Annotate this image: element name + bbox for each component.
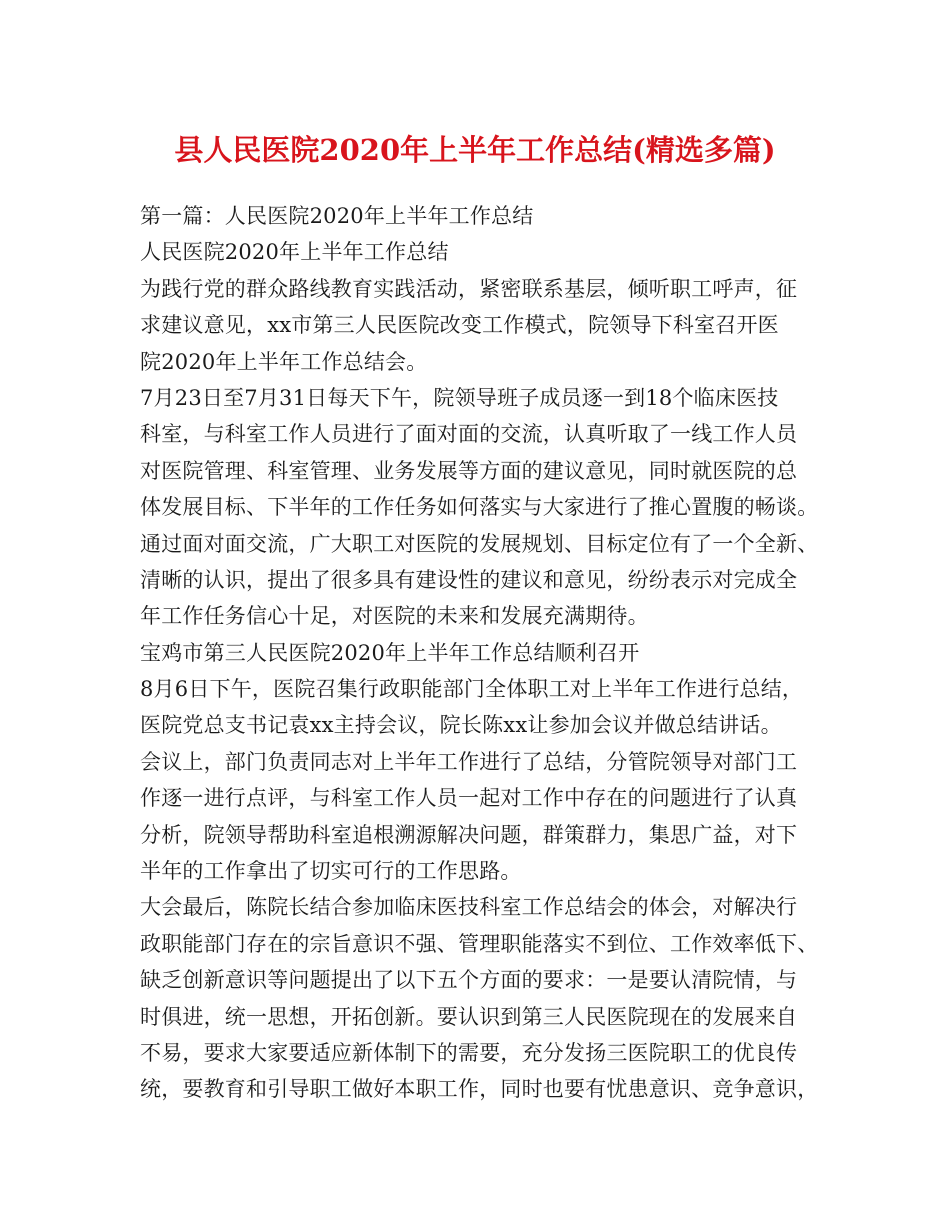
body-line: 政职能部门存在的宗旨意识不强、管理职能落实不到位、工作效率低下、 xyxy=(140,931,819,956)
body-line: 年工作任务信心十足，对医院的未来和发展充满期待。 xyxy=(140,604,649,629)
body-line: 缺乏创新意识等问题提出了以下五个方面的要求：一是要认清院情，与 xyxy=(140,968,798,993)
body-line: 会议上，部门负责同志对上半年工作进行了总结，分管院领导对部门工 xyxy=(140,749,798,774)
body-line: 对医院管理、科室管理、业务发展等方面的建议意见，同时就医院的总 xyxy=(140,458,798,483)
body-line: 医院党总支书记袁xx主持会议，院长陈xx让参加会议并做总结讲话。 xyxy=(140,713,782,738)
body-line: 第一篇：人民医院2020年上半年工作总结 xyxy=(140,204,534,228)
body-line: 作逐一进行点评，与科室工作人员一起对工作中存在的问题进行了认真 xyxy=(140,786,798,811)
body-line: 分析，院领导帮助科室追根溯源解决问题，群策群力，集思广益，对下 xyxy=(140,822,798,847)
document-title: 县人民医院2020年上半年工作总结(精选多篇) xyxy=(174,133,776,167)
body-line: 不易，要求大家要适应新体制下的需要，充分发扬三医院职工的优良传 xyxy=(140,1040,798,1065)
body-line: 人民医院2020年上半年工作总结 xyxy=(140,240,449,265)
body-line: 为践行党的群众路线教育实践活动，紧密联系基层，倾听职工呼声，征 xyxy=(140,276,798,301)
body-line: 宝鸡市第三人民医院2020年上半年工作总结顺利召开 xyxy=(140,640,640,665)
document-body xyxy=(140,198,830,1108)
body-line: 清晰的认识，提出了很多具有建设性的建议和意见，纷纷表示对完成全 xyxy=(140,567,798,592)
body-line: 院2020年上半年工作总结会。 xyxy=(140,349,428,374)
body-line: 通过面对面交流，广大职工对医院的发展规划、目标定位有了一个全新、 xyxy=(140,531,819,556)
body-line: 半年的工作拿出了切实可行的工作思路。 xyxy=(140,859,522,884)
body-line: 统，要教育和引导职工做好本职工作，同时也要有忧患意识、竞争意识， xyxy=(140,1077,819,1102)
body-line: 时俱进，统一思想，开拓创新。要认识到第三人民医院现在的发展来自 xyxy=(140,1004,798,1029)
body-line: 科室，与科室工作人员进行了面对面的交流，认真听取了一线工作人员 xyxy=(140,422,798,447)
body-line: 求建议意见，xx市第三人民医院改变工作模式，院领导下科室召开医 xyxy=(140,313,779,338)
body-line: 体发展目标、下半年的工作任务如何落实与大家进行了推心置腹的畅谈。 xyxy=(140,495,819,520)
body-line: 大会最后，陈院长结合参加临床医技科室工作总结会的体会，对解决行 xyxy=(140,895,798,920)
body-line: 8月6日下午，医院召集行政职能部门全体职工对上半年工作进行总结， xyxy=(140,677,804,702)
body-line: 7月23日至7月31日每天下午，院领导班子成员逐一到18个临床医技 xyxy=(140,385,779,410)
